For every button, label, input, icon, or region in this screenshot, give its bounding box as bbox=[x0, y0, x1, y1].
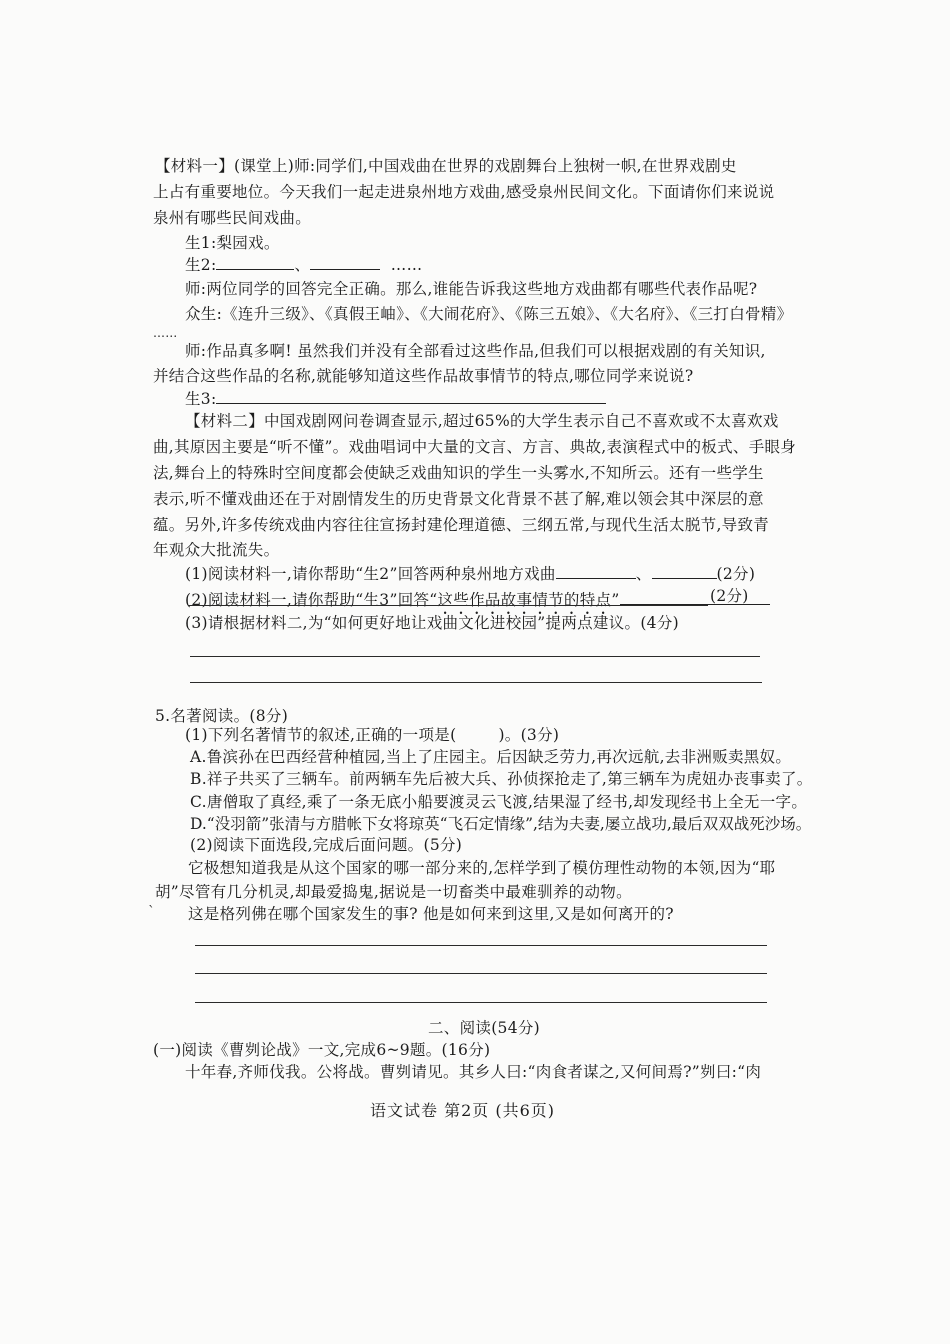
q5-option-c: C.唐僧取了真经,乘了一条无底小船要渡灵云飞渡,结果湿了经书,却发现经书上全无一字。 bbox=[190, 793, 808, 811]
q5-passage-line2: 胡”尽管有几分机灵,却最爱捣鬼,据说是一切畜类中最难驯养的动物。 bbox=[155, 883, 632, 901]
material2-line2: 曲,其原因主要是“听不懂”。戏曲唱词中大量的文言、方言、典故,表演程式中的板式、手眼身 bbox=[153, 438, 797, 456]
page-footer: 语文试卷 第2页 (共6页) bbox=[370, 1101, 556, 1120]
student3-line: 生3: bbox=[185, 388, 606, 410]
answer-line-q4-2[interactable] bbox=[188, 605, 708, 606]
answer-line-q4-3b[interactable] bbox=[190, 682, 762, 683]
q5-option-b: B.祥子共买了三辆车。前两辆车先后被大兵、孙侦探抢走了,第三辆车为虎妞办丧事卖了。 bbox=[190, 770, 813, 788]
students-works-line: 众生:《连升三级》、《真假王岫》、《大闹花府》、《陈三五娘》、《大名府》、《三打白骨精》 bbox=[185, 305, 793, 323]
material2-line4: 表示,听不懂戏曲还在于对剧情发生的历史背景文化背景不甚了解,难以领会其中深层的意 bbox=[153, 490, 764, 508]
q4-sub2: (2)阅读材料一,请你帮助“生3”回答“这些作品故事情节的特点” bbox=[185, 589, 770, 618]
blank-s2-b[interactable] bbox=[310, 255, 380, 270]
answer-line-q5-a[interactable] bbox=[195, 945, 767, 946]
students-ellipsis: …… bbox=[153, 326, 178, 340]
material2-line5: 蕴。另外,许多传统戏曲内容往往宣扬封建伦理道德、三纲五常,与现代生活太脱节,导致青 bbox=[153, 516, 770, 534]
material1-line2: 上占有重要地位。今天我们一起走进泉州地方戏曲,感受泉州民间文化。下面请你们来说说 bbox=[153, 183, 775, 201]
section2-heading: 二、阅读(54分) bbox=[428, 1019, 541, 1037]
student1-answer: 生1:梨园戏。 bbox=[185, 234, 280, 252]
answer-line-q5-c[interactable] bbox=[195, 1002, 767, 1003]
teacher-line-3b: 并结合这些作品的名称,就能够知道这些作品故事情节的特点,哪位同学来说说? bbox=[153, 367, 694, 385]
blank-q4-1a[interactable] bbox=[556, 564, 636, 579]
q5-sub1: (1)下列名著情节的叙述,正确的一项是( )。(3分) bbox=[185, 726, 560, 744]
q4-sub1: (1)阅读材料一,请你帮助“生2”回答两种泉州地方戏曲 、 (2分) bbox=[185, 565, 756, 583]
material2-line3: 法,舞台上的特殊时空间度都会使缺乏戏曲知识的学生一头雾水,不知所云。还有一些学生 bbox=[153, 464, 764, 482]
material1-line3: 泉州有哪些民间戏曲。 bbox=[153, 209, 312, 227]
material1-line1: 【材料一】(课堂上)师:同学们,中国戏曲在世界的戏剧舞台上独树一帜,在世界戏剧史 bbox=[155, 157, 737, 175]
material2-line1: 【材料二】中国戏剧网问卷调查显示,超过65%的大学生表示自己不喜欢或不太喜欢戏 bbox=[185, 412, 779, 430]
blank-s2-a[interactable] bbox=[216, 255, 294, 270]
q5-option-a: A.鲁滨孙在巴西经营种植园,当上了庄园主。后因缺乏劳力,再次远航,去非洲贩卖黑奴。 bbox=[190, 748, 792, 766]
q5-option-d: D.“没羽箭”张清与方腊帐下女将琼英“飞石定情缘”,结为夫妻,屡立战功,最后双双战死沙场。 bbox=[190, 815, 812, 833]
section2-part1: (一)阅读《曹刿论战》一文,完成6~9题。(16分) bbox=[153, 1041, 491, 1059]
q5-question: 这是格列佛在哪个国家发生的事? 他是如何来到这里,又是如何离开的? bbox=[188, 905, 674, 923]
q5-sub2: (2)阅读下面选段,完成后面问题。(5分) bbox=[190, 836, 463, 854]
q5-passage-line1: 它极想知道我是从这个国家的哪一部分来的,怎样学到了模仿理性动物的本领,因为“耶 bbox=[188, 859, 776, 877]
section2-text-line1: 十年春,齐师伐我。公将战。曹刿请见。其乡人曰:“肉食者谋之,又何间焉?”刿曰:“肉 bbox=[185, 1063, 762, 1081]
answer-line-q4-3a[interactable] bbox=[190, 656, 760, 657]
q5-title: 5.名著阅读。(8分) bbox=[155, 707, 289, 725]
teacher-line-3a: 师:作品真多啊! 虽然我们并没有全部看过这些作品,但我们可以根据戏剧的有关知识, bbox=[185, 342, 766, 360]
answer-line-q5-b[interactable] bbox=[195, 973, 767, 974]
student2-line: 生2: 、 …… bbox=[185, 256, 423, 274]
blank-q4-1b[interactable] bbox=[652, 564, 717, 579]
teacher-line-2: 师:两位同学的回答完全正确。那么,谁能告诉我这些地方戏曲都有哪些代表作品呢? bbox=[185, 280, 758, 298]
scan-speck: ` bbox=[148, 904, 155, 920]
q4-sub3: (3)请根据材料二,为“如何更好地让戏曲文化进校园”提两点建议。(4分) bbox=[185, 614, 679, 632]
material2-line6: 年观众大批流失。 bbox=[153, 541, 280, 559]
q4-sub2-score: (2分) bbox=[710, 587, 749, 605]
blank-s3[interactable] bbox=[216, 389, 606, 404]
